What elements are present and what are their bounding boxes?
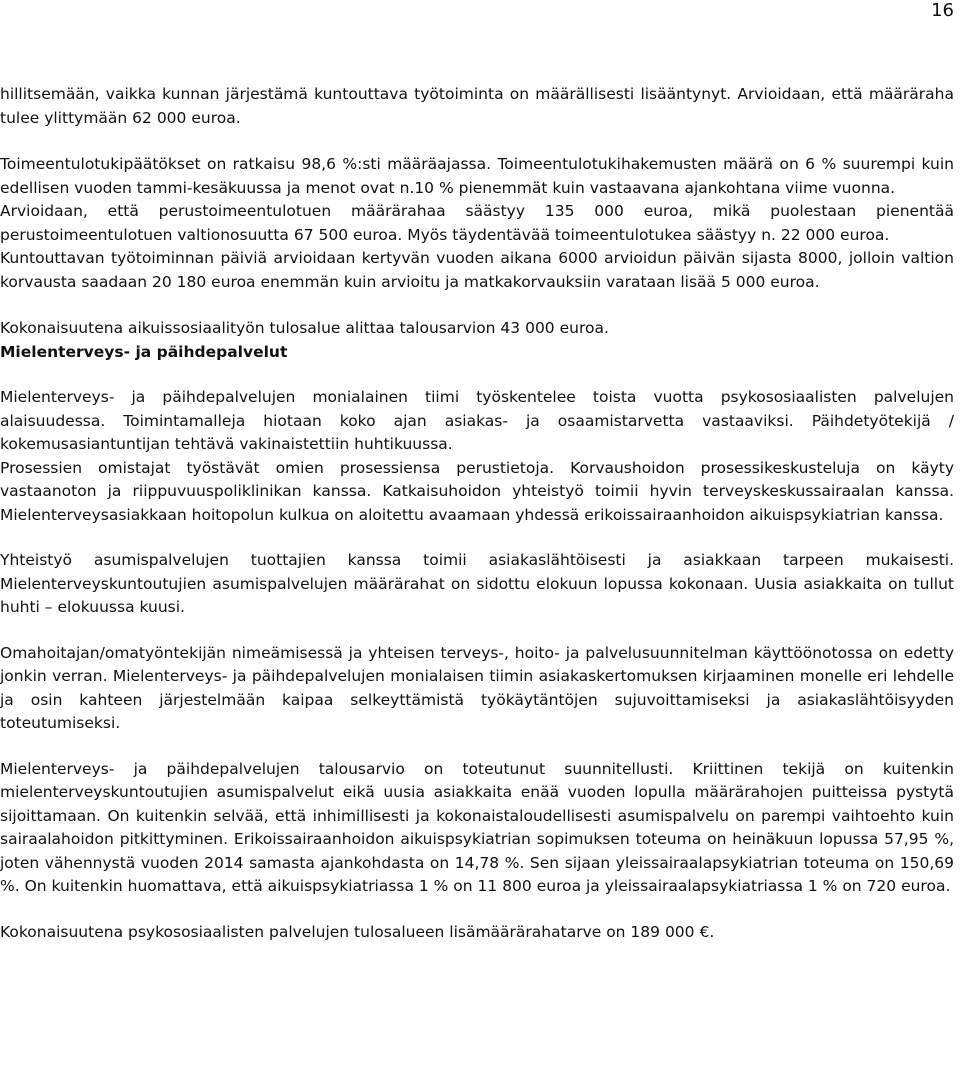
paragraph: hillitsemään, vaikka kunnan järjestämä kuntouttava työtoiminta on määrällisesti lisääntynyt. Arvioidaan, että määräraha tulee ylittymään 62 000 euroa. xyxy=(0,85,954,127)
page-number: 16 xyxy=(931,0,954,21)
paragraph: Kokonaisuutena psykososiaalisten palvelujen tulosalueen lisämäärärahatarve on 189 000 €. xyxy=(0,922,715,941)
paragraph: Kokonaisuutena aikuissosiaalityön tulosalue alittaa talousarvion 43 000 euroa. xyxy=(0,319,609,337)
paragraph: Omahoitajan/omatyöntekijän nimeämisessä ja yhteisen terveys-, hoito- ja palvelusuunnitelman käyttöönotossa on edetty jonkin verran. Mielenterveys- ja päihdepalvelujen monialaisen tiimin asiakaskertomuksen kirjaaminen monelle eri lehdelle ja osin kahteen järjestelmään kaipaa selkeyttämistä työkäytäntöjen sujuvoittamiseksi ja asiakaslähtöisyyden toteutumiseksi. xyxy=(0,643,954,732)
paragraph: Arvioidaan, että perustoimeentulotuen määrärahaa säästyy 135 000 euroa, mikä puolestaan pienentää perustoimeentulotuen valtionosuutta 67 500 euroa. Myös täydentävää toimeentulotukea säästyy n. 22 000 euroa. xyxy=(0,202,954,244)
document-body xyxy=(0,83,954,944)
paragraph: Toimeentulotukipäätökset on ratkaisu 98,6 %:sti määräajassa. Toimeentulotukihakemusten määrä on 6 % suurempi kuin edellisen vuoden tammi-kesäkuussa ja menot ovat n.10 % pienemmät kuin vastaavana ajankohtana viime vuonna. xyxy=(0,155,954,197)
section-heading: Mielenterveys- ja päihdepalvelut xyxy=(0,342,288,361)
paragraph: Prosessien omistajat työstävät omien prosessiensa perustietoja. Korvaushoidon prosessikeskusteluja on käyty vastaanoton ja riippuvuuspoliklinikan kanssa. Katkaisuhoidon yhteistyö toimii hyvin terveyskeskussairaalan kanssa. Mielenterveysasiakkaan hoitopolun kulkua on aloitettu avaamaan yhdessä erikoissairaanhoidon aikuispsykiatrian kanssa. xyxy=(0,458,954,524)
paragraph: Mielenterveys- ja päihdepalvelujen talousarvio on toteutunut suunnitellusti. Kriittinen tekijä on kuitenkin mielenterveyskuntoutujien asumispalvelut eikä uusia asiakkaita enää vuoden lopulla määrärahojen puitteissa pystytä sijoittamaan. On kuitenkin selvää, että inhimillisesti ja kokonaistaloudellisesti asumispalvelu on parempi vaihtoehto kuin sairaalahoidon pitkittyminen. Erikoissairaanhoidon aikuispsykiatrian sopimuksen toteuma on heinäkuun lopussa 57,95 %, joten vähennystä vuoden 2014 samasta ajankohdasta on 14,78 %. Sen sijaan yleissairaalapsykiatrian toteuma on 150,69 %. On kuitenkin huomattava, että aikuispsykiatriassa 1 % on 11 800 euroa ja yleissairaalapsykiatriassa 1 % on 720 euroa. xyxy=(0,759,954,895)
paragraph: Mielenterveys- ja päihdepalvelujen monialainen tiimi työskentelee toista vuotta psykososiaalisten palvelujen alaisuudessa. Toimintamalleja hiotaan koko ajan asiakas- ja osaamistarvetta vastaaviksi. Päihdetyötekijä / kokemusasiantuntijan tehtävä vakinaistettiin huhtikuussa. xyxy=(0,388,954,453)
paragraph: Yhteistyö asumispalvelujen tuottajien kanssa toimii asiakaslähtöisesti ja asiakkaan tarpeen mukaisesti. Mielenterveyskuntoutujien asumispalvelujen määrärahat on sidottu elokuun lopussa kokonaan. Uusia asiakkaita on tullut huhti – elokuussa kuusi. xyxy=(0,551,954,616)
paragraph: Kuntouttavan työtoiminnan päiviä arvioidaan kertyvän vuoden aikana 6000 arvioidun päivän sijasta 8000, jolloin valtion korvausta saadaan 20 180 euroa enemmän kuin arvioitu ja matkakorvauksiin varataan lisää 5 000 euroa. xyxy=(0,249,954,291)
